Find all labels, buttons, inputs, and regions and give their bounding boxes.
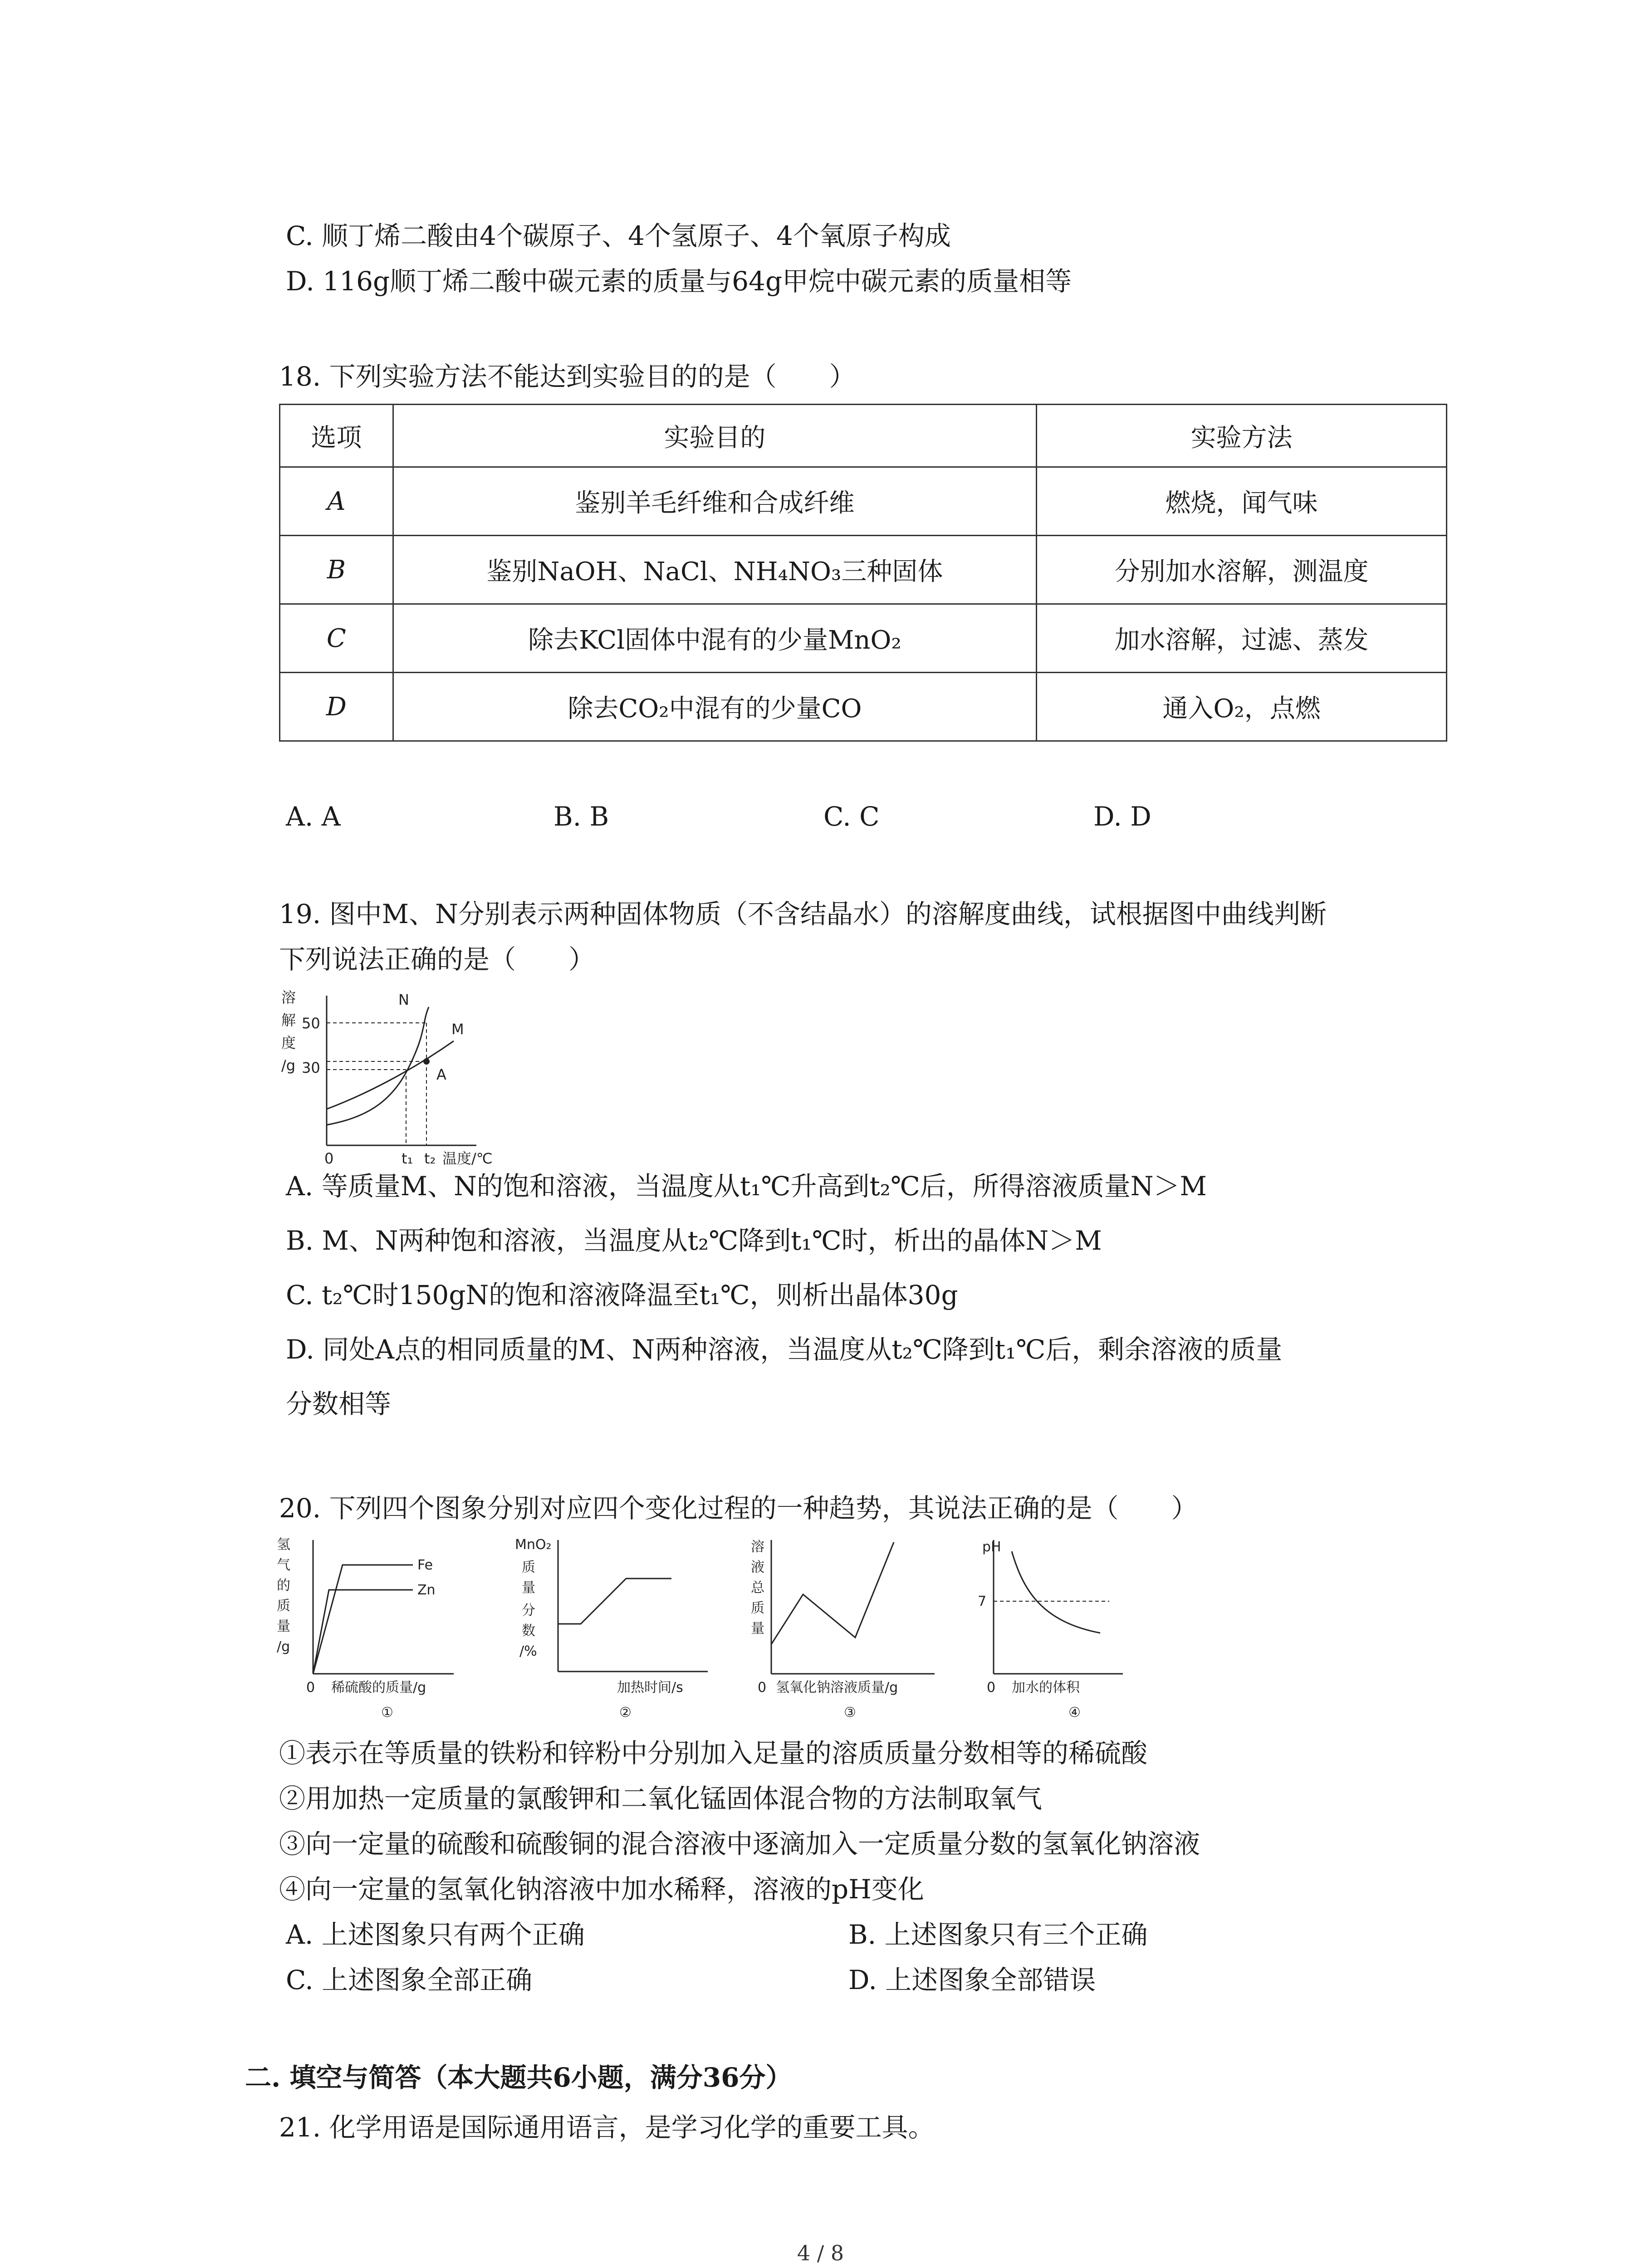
graph-top-label: pH (982, 1539, 1001, 1555)
table-cell-method: 分别加水溶解，测温度 (1037, 536, 1447, 604)
point-a-label: A (436, 1066, 446, 1083)
graph-2-mno2 (508, 1535, 726, 1735)
table-cell-option: B (280, 536, 393, 604)
graph-origin: 0 (987, 1680, 996, 1696)
table-cell-goal: 除去CO₂中混有的少量CO (393, 673, 1036, 741)
curve-n-label: N (398, 991, 409, 1008)
graph-ylabel-char: 分 (522, 1603, 535, 1618)
q20-option-b: B. 上述图象只有三个正确 (848, 1919, 1148, 1950)
graph-xlabel: 加水的体积 (1012, 1680, 1080, 1696)
table-cell-method: 通入O₂，点燃 (1037, 673, 1447, 741)
section-heading: 二. 填空与简答（本大题共6小题，满分36分） (245, 2062, 792, 2093)
table-row (280, 536, 1447, 604)
q18-choice-b: B. B (554, 801, 609, 832)
graph-ylabel-char: /g (277, 1639, 290, 1655)
q19-option-b: B. M、N两种饱和溶液，当温度从t₂℃降到t₁℃时，析出的晶体N＞M (286, 1225, 1102, 1256)
q19-option-c: C. t₂℃时150gN的饱和溶液降温至t₁℃，则析出晶体30g (286, 1280, 958, 1310)
line-fe (313, 1565, 413, 1674)
line-solution-mass (771, 1542, 894, 1644)
table-header-cell: 实验方法 (1037, 405, 1447, 467)
table-cell-option: C (280, 604, 393, 673)
table-cell-option: D (280, 673, 393, 741)
graph-4-ph (973, 1535, 1164, 1735)
table-cell-method: 燃烧，闻气味 (1037, 467, 1447, 536)
q18-choice-c: C. C (823, 801, 880, 832)
graph-ylabel-char: /% (519, 1643, 537, 1659)
graph-ylabel-char: 溶 (751, 1539, 764, 1555)
line-mno2 (558, 1579, 671, 1624)
label-zn: Zn (417, 1582, 436, 1598)
graph-ylabel-char: 的 (277, 1578, 290, 1593)
table-cell-option: A (280, 467, 393, 536)
graph-ylabel-char: 量 (522, 1580, 535, 1596)
graph-ylabel-char: 溶 (281, 989, 296, 1006)
graph-ylabel-char: 总 (751, 1580, 764, 1596)
page-number: 4 / 8 (797, 2241, 844, 2265)
graph-xlabel: 稀硫酸的质量/g (331, 1680, 426, 1696)
graph-origin: 0 (306, 1680, 315, 1696)
q20-statement-4: ④向一定量的氢氧化钠溶液中加水稀释，溶液的pH变化 (279, 1874, 924, 1905)
graph-ylabel-char: 质 (751, 1600, 764, 1616)
graph-tick-50: 50 (302, 1015, 320, 1032)
graph-1-hydrogen (272, 1535, 476, 1735)
graph-top-label: MnO₂ (515, 1537, 552, 1553)
graph-ylabel-char: 气 (277, 1557, 290, 1573)
q21-stem: 21. 化学用语是国际通用语言，是学习化学的重要工具。 (279, 2112, 935, 2143)
table-cell-goal: 鉴别NaOH、NaCl、NH₄NO₃三种固体 (393, 536, 1036, 604)
table-cell-goal: 鉴别羊毛纤维和合成纤维 (393, 467, 1036, 536)
q20-statement-2: ②用加热一定质量的氯酸钾和二氧化锰固体混合物的方法制取氧气 (279, 1783, 1043, 1814)
experiment-table (279, 404, 1447, 742)
graph-ylabel-char: 量 (751, 1621, 764, 1637)
graph-ylabel-char: 质 (522, 1559, 535, 1575)
point-a (423, 1058, 430, 1065)
graph-ylabel-char: 解 (281, 1012, 296, 1029)
q20-statement-1: ①表示在等质量的铁粉和锌粉中分别加入足量的溶质质量分数相等的稀硫酸 (279, 1738, 1148, 1769)
table-header-cell: 实验目的 (393, 405, 1036, 467)
graph-ylabel-char: 度 (281, 1034, 296, 1051)
graph-origin: 0 (324, 1150, 334, 1167)
graph-ylabel-char: 氢 (277, 1537, 290, 1553)
graph-t1: t₁ (402, 1150, 413, 1167)
curve-m-label: M (451, 1021, 464, 1038)
table-cell-goal: 除去KCl固体中混有的少量MnO₂ (393, 604, 1036, 673)
graph-xlabel: 加热时间/s (617, 1680, 683, 1696)
q18-stem: 18. 下列实验方法不能达到实验目的的是（ ） (279, 361, 856, 392)
q19-option-d-cont: 分数相等 (286, 1388, 392, 1419)
q19-stem-line1: 19. 图中M、N分别表示两种固体物质（不含结晶水）的溶解度曲线，试根据图中曲线判断 (279, 899, 1327, 929)
table-cell-method: 加水溶解，过滤、蒸发 (1037, 604, 1447, 673)
table-row (280, 467, 1447, 536)
graph-number: ③ (844, 1705, 856, 1721)
graph-number: ④ (1068, 1705, 1081, 1721)
graph-t2: t₂ (424, 1150, 436, 1167)
q20-option-d: D. 上述图象全部错误 (848, 1965, 1096, 1995)
q18-choice-d: D. D (1093, 801, 1151, 832)
graph-ylabel-char: 数 (522, 1623, 535, 1639)
curve-n (327, 1007, 429, 1125)
q18-choice-a: A. A (286, 801, 341, 832)
q17-option-c: C. 顺丁烯二酸由4个碳原子、4个氢原子、4个氧原子构成 (286, 220, 951, 251)
q20-option-c: C. 上述图象全部正确 (286, 1965, 533, 1995)
graph-3-solution-mass (744, 1535, 957, 1735)
graph-xlabel: 温度/℃ (442, 1150, 493, 1167)
graph-number: ① (381, 1705, 393, 1721)
q17-option-d: D. 116g顺丁烯二酸中碳元素的质量与64g甲烷中碳元素的质量相等 (286, 266, 1072, 297)
solubility-graph (272, 987, 526, 1173)
graph-ylabel-char: 液 (751, 1559, 764, 1575)
table-row (280, 604, 1447, 673)
table-header-cell: 选项 (280, 405, 393, 467)
graph-ylabel-char: 质 (277, 1598, 290, 1614)
graph-xlabel: 氢氧化钠溶液质量/g (776, 1680, 898, 1696)
line-zn (313, 1590, 413, 1674)
curve-m (327, 1041, 454, 1109)
line-ph (1012, 1551, 1100, 1633)
graph-ylabel-char: 量 (277, 1618, 290, 1634)
graph-number: ② (619, 1705, 632, 1721)
graph-origin: 0 (758, 1680, 767, 1696)
graph-tick-30: 30 (302, 1059, 320, 1076)
q20-stem: 20. 下列四个图象分别对应四个变化过程的一种趋势，其说法正确的是（ ） (279, 1493, 1198, 1524)
q20-statement-3: ③向一定量的硫酸和硫酸铜的混合溶液中逐滴加入一定质量分数的氢氧化钠溶液 (279, 1828, 1200, 1859)
table-row (280, 673, 1447, 741)
q19-stem-line2: 下列说法正确的是（ ） (279, 944, 595, 975)
table-header-row (280, 405, 1447, 467)
graph-tick-7: 7 (978, 1593, 987, 1609)
q19-option-d: D. 同处A点的相同质量的M、N两种溶液，当温度从t₂℃降到t₁℃后，剩余溶液的质量 (286, 1334, 1283, 1365)
label-fe: Fe (417, 1557, 433, 1573)
q19-option-a: A. 等质量M、N的饱和溶液，当温度从t₁℃升高到t₂℃后，所得溶液质量N＞M (286, 1171, 1207, 1202)
q20-option-a: A. 上述图象只有两个正确 (286, 1919, 585, 1950)
graph-ylabel-char: /g (281, 1057, 296, 1074)
